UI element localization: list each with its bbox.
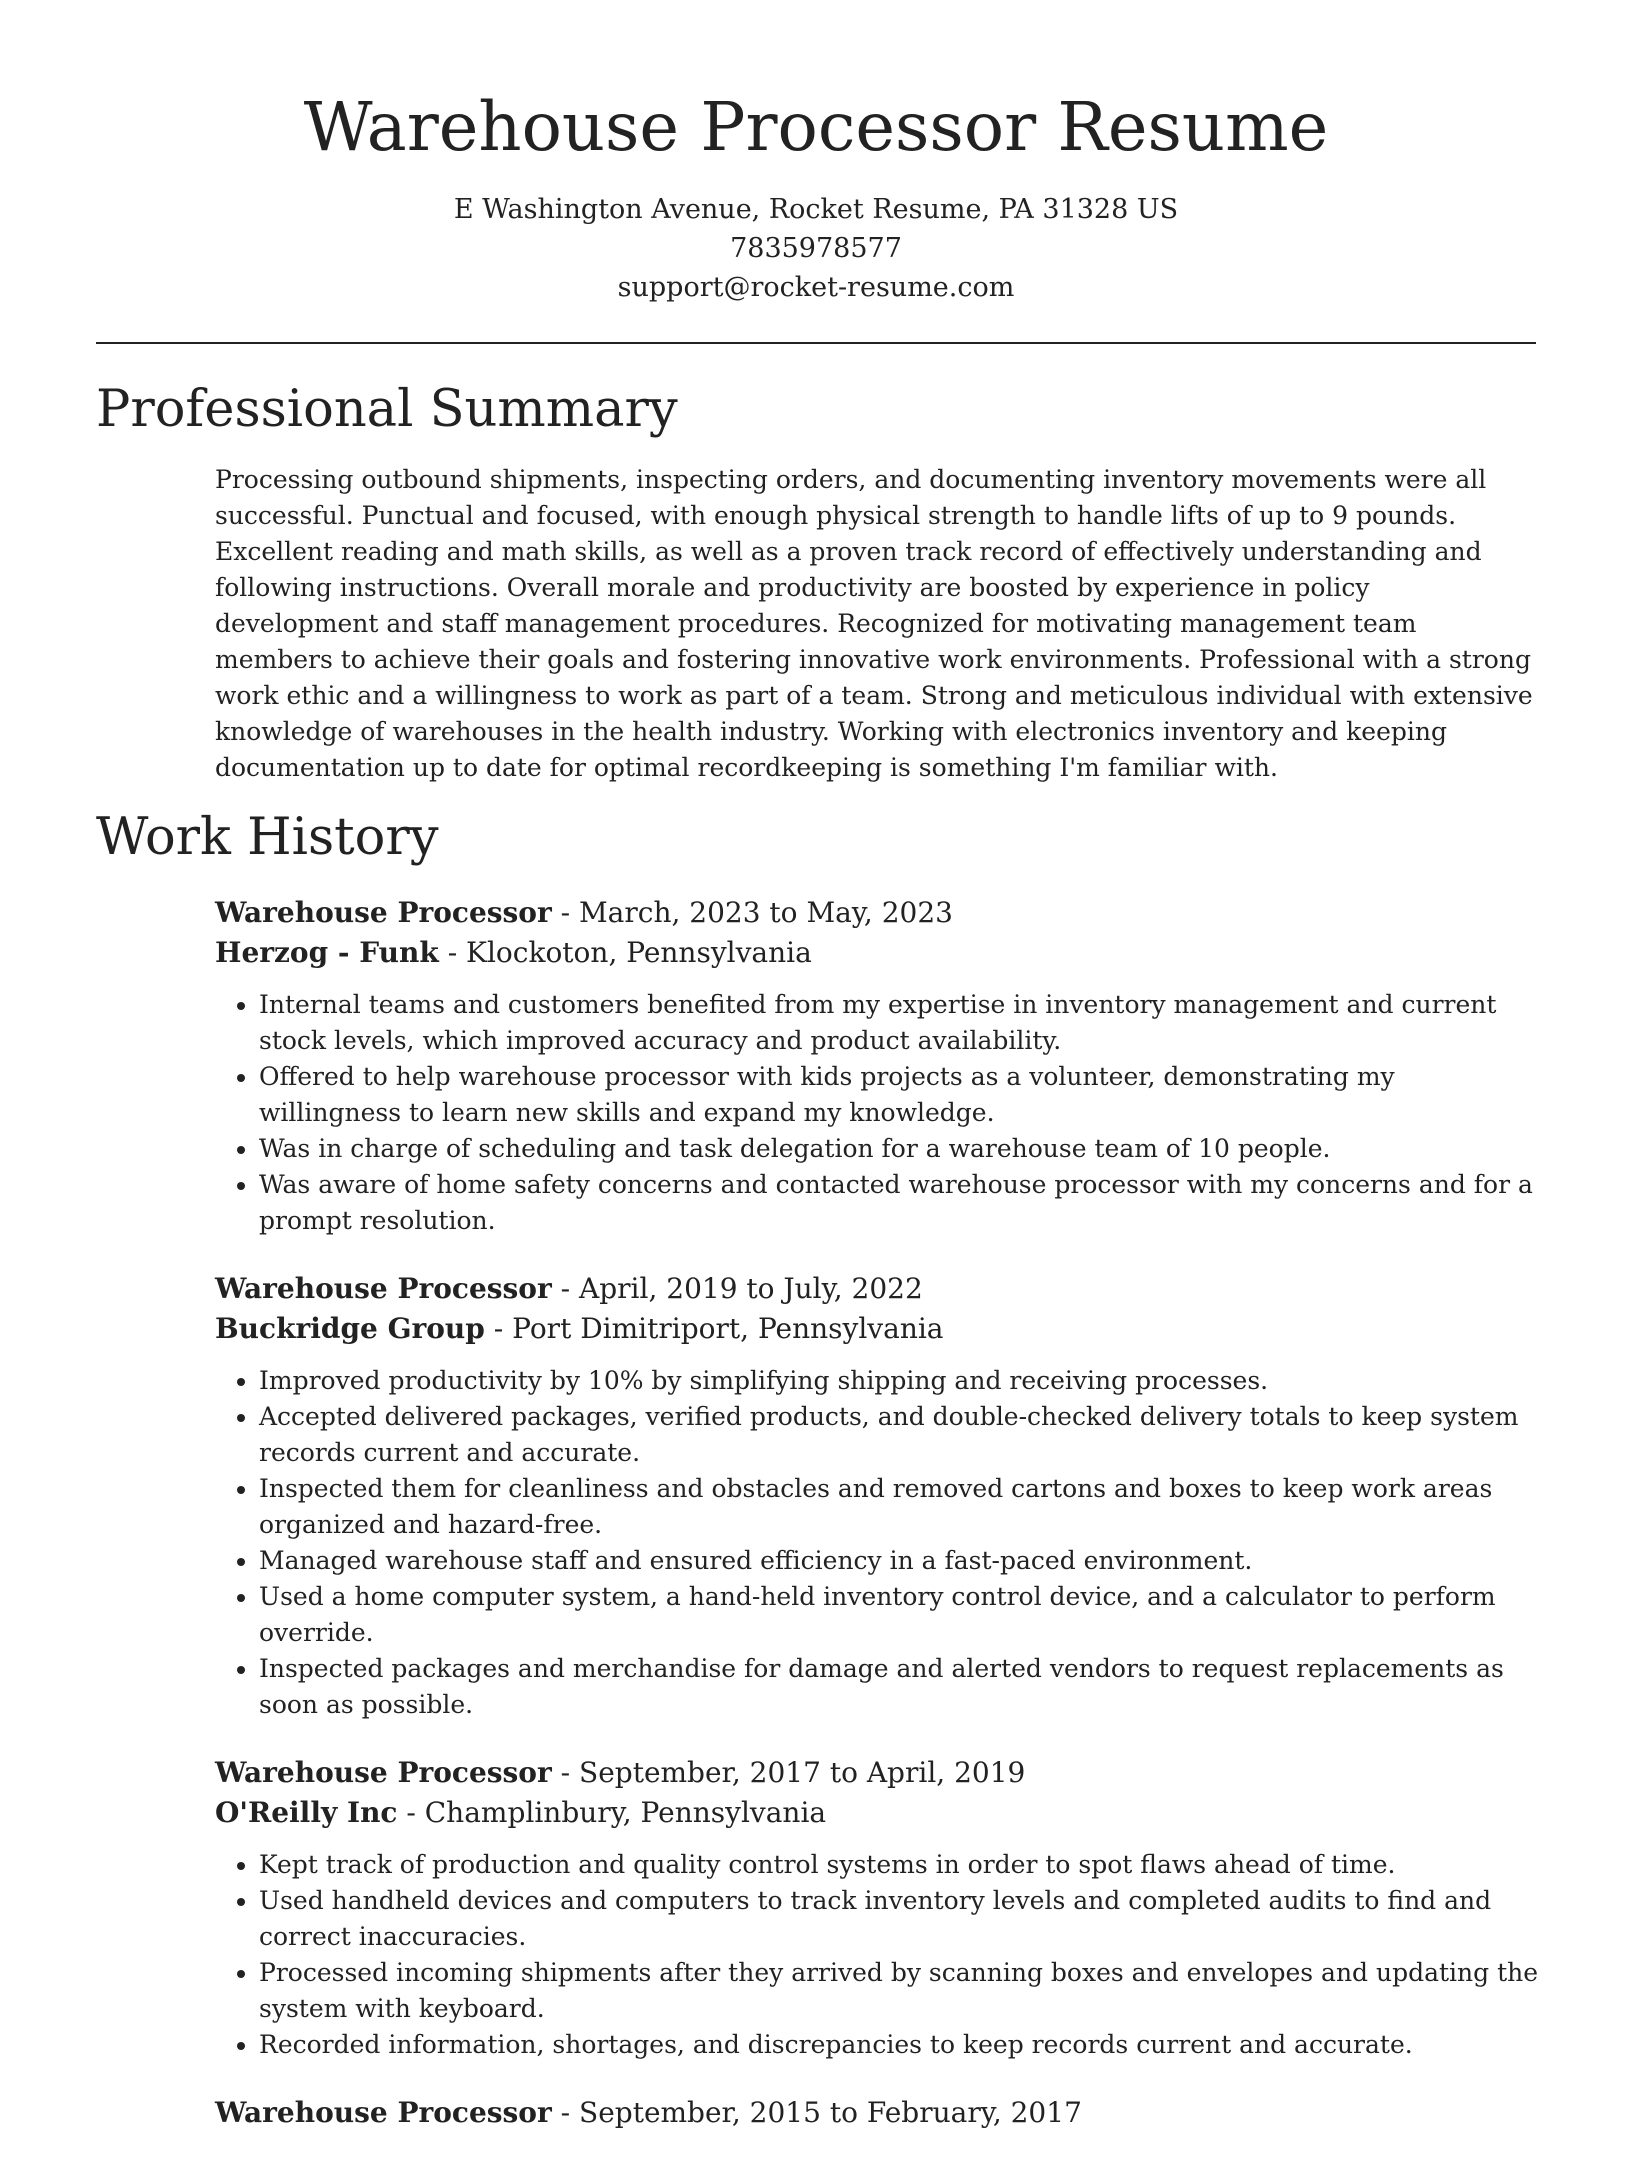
job-company-line [215, 1793, 1540, 1833]
bullet-item: • Accepted delivered packages, verified products, and double-checked delivery totals to keep system records current and accurate. [259, 1399, 1540, 1471]
work-history-list [215, 893, 1540, 2163]
bullet-item: • Improved productivity by 10% by simplifying shipping and receiving processes. [259, 1363, 1540, 1399]
job-title: Warehouse Processor [215, 2096, 552, 2129]
resume-header [0, 82, 1632, 307]
bullet-item: • Managed warehouse staff and ensured efficiency in a fast-paced environment. [259, 1543, 1540, 1579]
address: E Washington Avenue, Rocket Resume, PA 31328 US [453, 194, 1179, 225]
job-location: - Champlinbury, Pennsylvania [397, 1796, 827, 1829]
job-title-line [215, 2093, 1540, 2133]
bullet-item: • Inspected packages and merchandise for damage and alerted vendors to request replacements as soon as possible. [259, 1651, 1540, 1723]
document-title: Warehouse Processor Resume [303, 88, 1329, 166]
job-location: - Port Dimitriport, Pennsylvania [484, 1312, 944, 1345]
bullet-item: • Processed incoming shipments after they arrived by scanning boxes and envelopes and updating the system with keyboard. [259, 1955, 1540, 2027]
company-name: Buckridge Group [215, 1312, 485, 1345]
job-entry [215, 893, 1540, 1239]
bullet-item: • Offered to help warehouse processor with kids projects as a volunteer, demonstrating my willingness to learn new skills and expand my knowledge. [259, 1059, 1540, 1131]
job-dates: - September, 2015 to February, 2017 [551, 2096, 1082, 2129]
bullet-item: • Was in charge of scheduling and task delegation for a warehouse team of 10 people. [259, 1131, 1540, 1167]
job-title: Warehouse Processor [215, 1756, 552, 1789]
header-divider [96, 342, 1536, 344]
job-entry [215, 2093, 1540, 2133]
job-dates: - April, 2019 to July, 2022 [551, 1272, 923, 1305]
job-title-line [215, 893, 1540, 933]
bullet-item: • Used handheld devices and computers to track inventory levels and completed audits to find and correct inaccuracies. [259, 1883, 1540, 1955]
work-history-heading: Work History [96, 808, 439, 867]
job-bullets [215, 987, 1540, 1239]
job-title-line [215, 1753, 1540, 1793]
summary-text: Processing outbound shipments, inspecting orders, and documenting inventory movements were all successful. Punctual and focused, with enough physical strength to handle lifts of up to 9 pounds. Excellent reading and math skills, as well as a proven track record of effectively understanding and following instructions. Overall morale and productivity are boosted by experience in policy development and staff management procedures. Recognized for motivating management team members to achieve their goals and fostering innovative work environments. Professional with a strong work ethic and a willingness to work as part of a team. Strong and meticulous individual with extensive knowledge of warehouses in the health industry. Working with electronics inventory and keeping documentation up to date for optimal recordkeeping is something I'm familiar with. [215, 465, 1533, 782]
job-title-line [215, 1269, 1540, 1309]
summary-heading: Professional Summary [96, 380, 678, 439]
email-address: support@rocket-resume.com [617, 272, 1015, 303]
job-entry [215, 1269, 1540, 1723]
phone-number: 7835978577 [730, 233, 902, 264]
job-location: - Klockoton, Pennsylvania [438, 936, 812, 969]
contact-info [0, 190, 1632, 307]
job-dates: - September, 2017 to April, 2019 [551, 1756, 1026, 1789]
job-bullets [215, 1847, 1540, 2063]
job-entry [215, 1753, 1540, 2063]
job-company-line [215, 1309, 1540, 1349]
bullet-item: • Was aware of home safety concerns and contacted warehouse processor with my concerns and for a prompt resolution. [259, 1167, 1540, 1239]
company-name: O'Reilly Inc [215, 1796, 398, 1829]
bullet-item: • Kept track of production and quality control systems in order to spot flaws ahead of time. [259, 1847, 1540, 1883]
bullet-item: • Inspected them for cleanliness and obstacles and removed cartons and boxes to keep work areas organized and hazard-free. [259, 1471, 1540, 1543]
bullet-item: • Internal teams and customers benefited from my expertise in inventory management and current stock levels, which improved accuracy and product availability. [259, 987, 1540, 1059]
bullet-item: • Used a home computer system, a hand-held inventory control device, and a calculator to perform override. [259, 1579, 1540, 1651]
bullet-item: • Recorded information, shortages, and discrepancies to keep records current and accurate. [259, 2027, 1540, 2063]
job-title: Warehouse Processor [215, 1272, 552, 1305]
job-bullets [215, 1363, 1540, 1723]
job-title: Warehouse Processor [215, 896, 552, 929]
job-dates: - March, 2023 to May, 2023 [551, 896, 953, 929]
company-name: Herzog - Funk [215, 936, 439, 969]
job-company-line [215, 933, 1540, 973]
